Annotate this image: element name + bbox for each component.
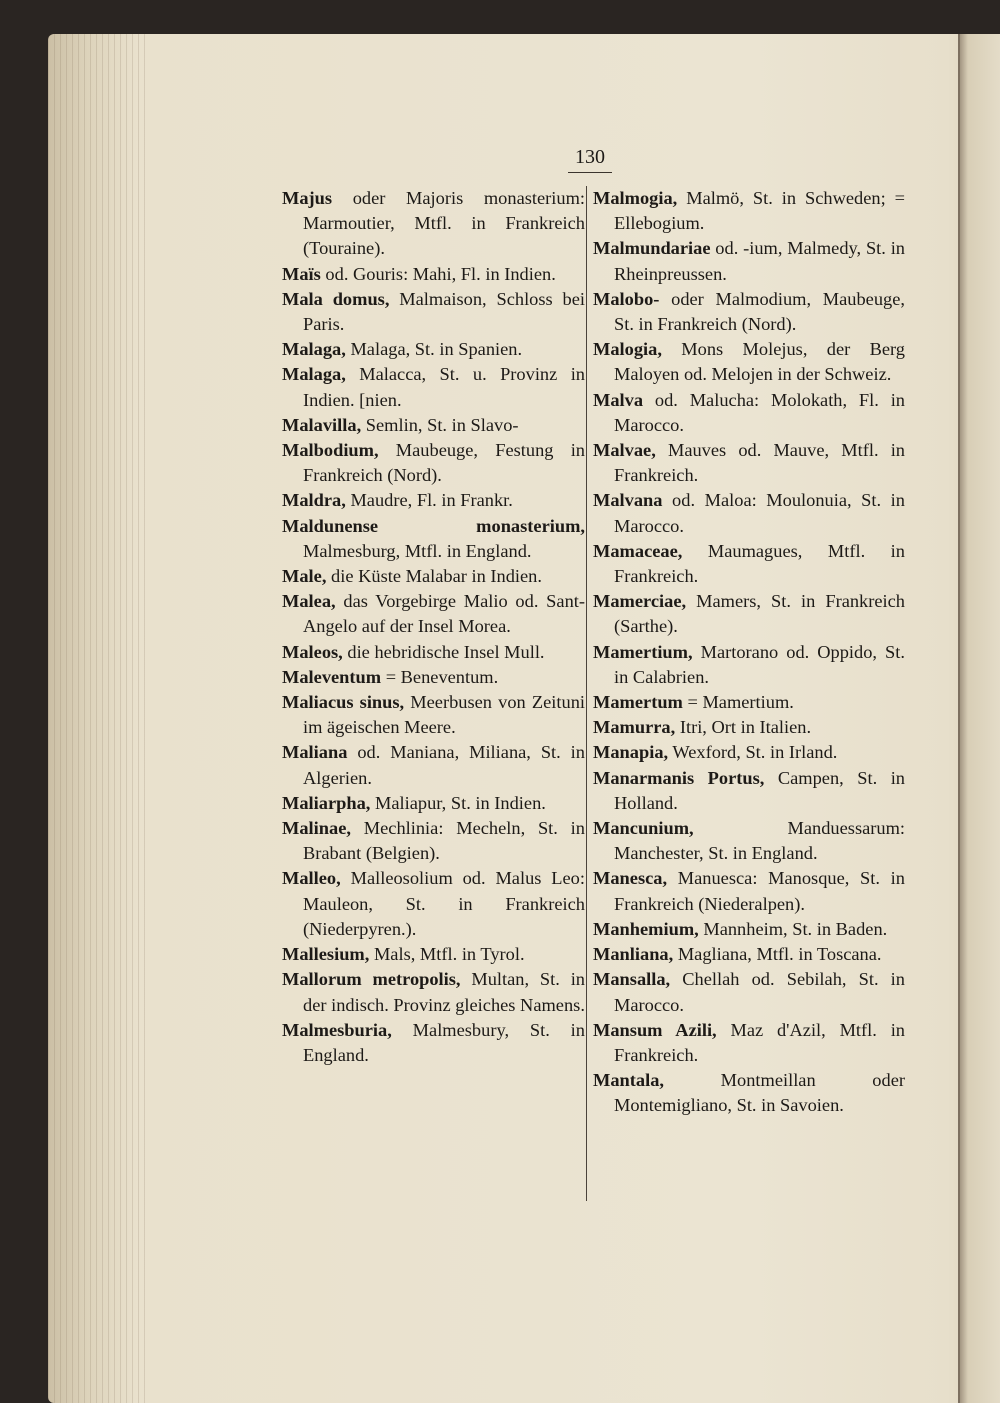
entry-definition: Mannheim, St. in Baden.: [698, 918, 888, 939]
dictionary-entry: [593, 816, 905, 866]
entry-headword: Malvae,: [593, 440, 656, 461]
entry-definition: oder Malmodium, Maubeuge, St. in Frankreich (Nord).: [614, 288, 905, 335]
dictionary-entry: [593, 866, 905, 916]
dictionary-entry: [593, 766, 905, 816]
entry-definition: Manduessarum: Manchester, St. in England.: [614, 818, 905, 864]
entry-definition: Campen, St. in Holland.: [614, 767, 905, 813]
entry-definition: Maubeuge, Festung in Frankreich (Nord).: [303, 440, 585, 486]
entry-definition: Maudre, Fl. in Frankr.: [345, 490, 513, 511]
dictionary-entry: [282, 564, 585, 589]
dictionary-entry: [593, 236, 905, 286]
entry-headword: Maliarpha,: [282, 792, 371, 813]
entry-definition: = Beneventum.: [381, 666, 499, 687]
entry-definition: Wexford, St. in Irland.: [668, 742, 838, 763]
dictionary-entry: [593, 186, 905, 236]
entry-headword: Malinae,: [282, 818, 351, 839]
entry-definition: od. Maniana, Miliana, St. in Algerien.: [303, 742, 585, 788]
entry-definition: Maz d'Azil, Mtfl. in Frankreich.: [614, 1019, 905, 1065]
entry-definition: Mechlinia: Mecheln, St. in Brabant (Belgien).: [303, 818, 585, 864]
entry-headword: Mamaceae,: [593, 540, 683, 561]
entry-definition: die Küste Malabar in Indien.: [326, 566, 542, 587]
entry-headword: Mamurra,: [593, 717, 676, 738]
dictionary-entry: [593, 589, 905, 639]
entry-headword: Mancunium,: [593, 818, 694, 839]
entry-definition: das Vorgebirge Malio od. Sant-Angelo auf der Insel Morea.: [303, 591, 585, 637]
entry-definition: = Mamertium.: [682, 692, 794, 713]
entry-headword: Malmundariae: [593, 238, 711, 259]
entry-headword: Maïs: [282, 263, 321, 284]
dictionary-entry: [593, 690, 905, 715]
dictionary-entry: [282, 816, 585, 866]
entry-headword: Mantala,: [593, 1070, 665, 1091]
entry-definition: Mals, Mtfl. in Tyrol.: [369, 944, 525, 965]
entry-definition: Malacca, St. u. Provinz in Indien. [nien.: [303, 364, 585, 410]
entry-headword: Male,: [282, 566, 327, 587]
dictionary-entry: [282, 514, 585, 564]
dictionary-entry: [282, 438, 585, 488]
entry-definition: Malmö, St. in Schweden; = Ellebogium.: [614, 188, 905, 234]
entry-definition: Martorano od. Oppido, St. in Calabrien.: [614, 641, 905, 687]
entry-headword: Manapia,: [593, 742, 669, 763]
dictionary-entry: [282, 866, 585, 942]
entry-definition: Malaga, St. in Spanien.: [345, 339, 523, 360]
entry-headword: Mamertium,: [593, 641, 693, 662]
entry-headword: Malmesburia,: [282, 1019, 392, 1040]
dictionary-entry: [282, 640, 585, 665]
dictionary-entry: [593, 640, 905, 690]
entry-headword: Mallorum metropolis,: [282, 969, 461, 990]
dictionary-entry: [282, 488, 585, 513]
entry-headword: Mamertum: [593, 692, 683, 713]
dictionary-entry: [282, 287, 585, 337]
entry-headword: Maleventum: [282, 666, 382, 687]
dictionary-entry: [282, 589, 585, 639]
entry-definition: Maliapur, St. in Indien.: [370, 792, 546, 813]
entry-headword: Mamerciae,: [593, 591, 687, 612]
entry-definition: Mauves od. Mauve, Mtfl. in Frankreich.: [614, 440, 905, 486]
dictionary-entry: [282, 337, 585, 362]
entry-definition: Chellah od. Sebilah, St. in Marocco.: [614, 969, 905, 1015]
dictionary-entry: [282, 362, 585, 412]
dictionary-entry: [593, 287, 905, 337]
dictionary-entry: [593, 539, 905, 589]
entry-definition: Mons Molejus, der Berg Maloyen od. Melojen in der Schweiz.: [614, 339, 905, 385]
entry-definition: od. Gouris: Mahi, Fl. in Indien.: [320, 263, 556, 284]
entry-headword: Malleo,: [282, 868, 341, 889]
dictionary-entry: [282, 690, 585, 740]
entry-definition: Semlin, St. in Slavo-: [361, 414, 519, 435]
entry-definition: Multan, St. in der indisch. Provinz gleiches Namens.: [303, 969, 585, 1015]
entry-definition: od. Malucha: Molokath, Fl. in Marocco.: [614, 389, 905, 435]
entry-definition: oder Majoris monasterium: Marmoutier, Mtfl. in Frankreich (Touraine).: [303, 188, 585, 259]
entry-headword: Maliana: [282, 742, 348, 763]
entry-headword: Malaga,: [282, 339, 346, 360]
entry-headword: Manhemium,: [593, 918, 699, 939]
entry-headword: Maldra,: [282, 490, 346, 511]
dictionary-entry: [282, 967, 585, 1017]
dictionary-entry: [282, 1018, 585, 1068]
entry-headword: Malaga,: [282, 364, 346, 385]
entry-headword: Mansalla,: [593, 969, 671, 990]
entry-headword: Malva: [593, 389, 644, 410]
entry-headword: Malavilla,: [282, 414, 362, 435]
dictionary-entry: [282, 262, 585, 287]
dictionary-entry: [593, 917, 905, 942]
entry-definition: Malmesburg, Mtfl. in England.: [303, 540, 532, 561]
entry-headword: Malmogia,: [593, 188, 678, 208]
entry-headword: Mansum Azili,: [593, 1019, 717, 1040]
entry-headword: Maleos,: [282, 641, 343, 662]
dictionary-entry: [593, 1018, 905, 1068]
facing-page-edge: [958, 34, 1000, 1403]
left-column: [282, 186, 585, 1068]
dictionary-entry: [593, 438, 905, 488]
page-edges: [48, 34, 148, 1403]
entry-headword: Malvana: [593, 490, 663, 511]
entry-definition: Malmaison, Schloss bei Paris.: [303, 288, 585, 335]
dictionary-entry: [593, 488, 905, 538]
dictionary-entry: [593, 388, 905, 438]
entry-headword: Malea,: [282, 591, 336, 612]
dictionary-entry: [282, 186, 585, 262]
entry-definition: Meerbusen von Zeituni im ägeischen Meere.: [303, 692, 585, 738]
dictionary-entry: [593, 967, 905, 1017]
entry-definition: Malmesbury, St. in England.: [303, 1019, 585, 1065]
entry-definition: Mamers, St. in Frankreich (Sarthe).: [614, 591, 905, 637]
entry-headword: Manliana,: [593, 944, 674, 965]
entry-definition: Maumagues, Mtfl. in Frankreich.: [614, 540, 905, 587]
entry-definition: Malleosolium od. Malus Leo: Mauleon, St. in Frankreich (Niederpyren.).: [303, 868, 585, 939]
dictionary-entry: [593, 942, 905, 967]
dictionary-entry: [593, 740, 905, 765]
column-divider: [586, 186, 587, 1201]
page-number-rule: [568, 172, 612, 173]
dictionary-entry: [282, 413, 585, 438]
dictionary-entry: [282, 791, 585, 816]
entry-headword: Malobo-: [593, 288, 660, 309]
entry-definition: Magliana, Mtfl. in Toscana.: [673, 944, 882, 965]
entry-definition: Montmeillan oder Montemigliano, St. in Savoien.: [614, 1070, 905, 1116]
entry-definition: od. Maloa: Moulonuia, St. in Marocco.: [614, 490, 905, 536]
entry-definition: die hebridische Insel Mull.: [342, 641, 545, 662]
entry-headword: Malbodium,: [282, 440, 379, 461]
entry-headword: Manarmanis Portus,: [593, 767, 765, 788]
dictionary-entry: [282, 665, 585, 690]
dictionary-entry: [282, 740, 585, 790]
entry-definition: Manuesca: Manosque, St. in Frankreich (Niederalpen).: [614, 868, 905, 914]
entry-headword: Mallesium,: [282, 944, 370, 965]
dictionary-entry: [593, 1068, 905, 1118]
entry-headword: Maldunense monasterium,: [282, 515, 585, 536]
entry-headword: Malogia,: [593, 339, 662, 360]
dictionary-entry: [593, 337, 905, 387]
entry-headword: Manesca,: [593, 868, 668, 889]
page-number: 130: [575, 146, 605, 168]
entry-headword: Mala domus,: [282, 288, 390, 309]
entry-headword: Maliacus sinus,: [282, 692, 405, 713]
entry-headword: Majus: [282, 188, 333, 208]
dictionary-entry: [593, 715, 905, 740]
right-column: [593, 186, 905, 1119]
entry-definition: od. -ium, Malmedy, St. in Rheinpreussen.: [614, 238, 905, 284]
entry-definition: Itri, Ort in Italien.: [675, 717, 812, 738]
dictionary-entry: [282, 942, 585, 967]
